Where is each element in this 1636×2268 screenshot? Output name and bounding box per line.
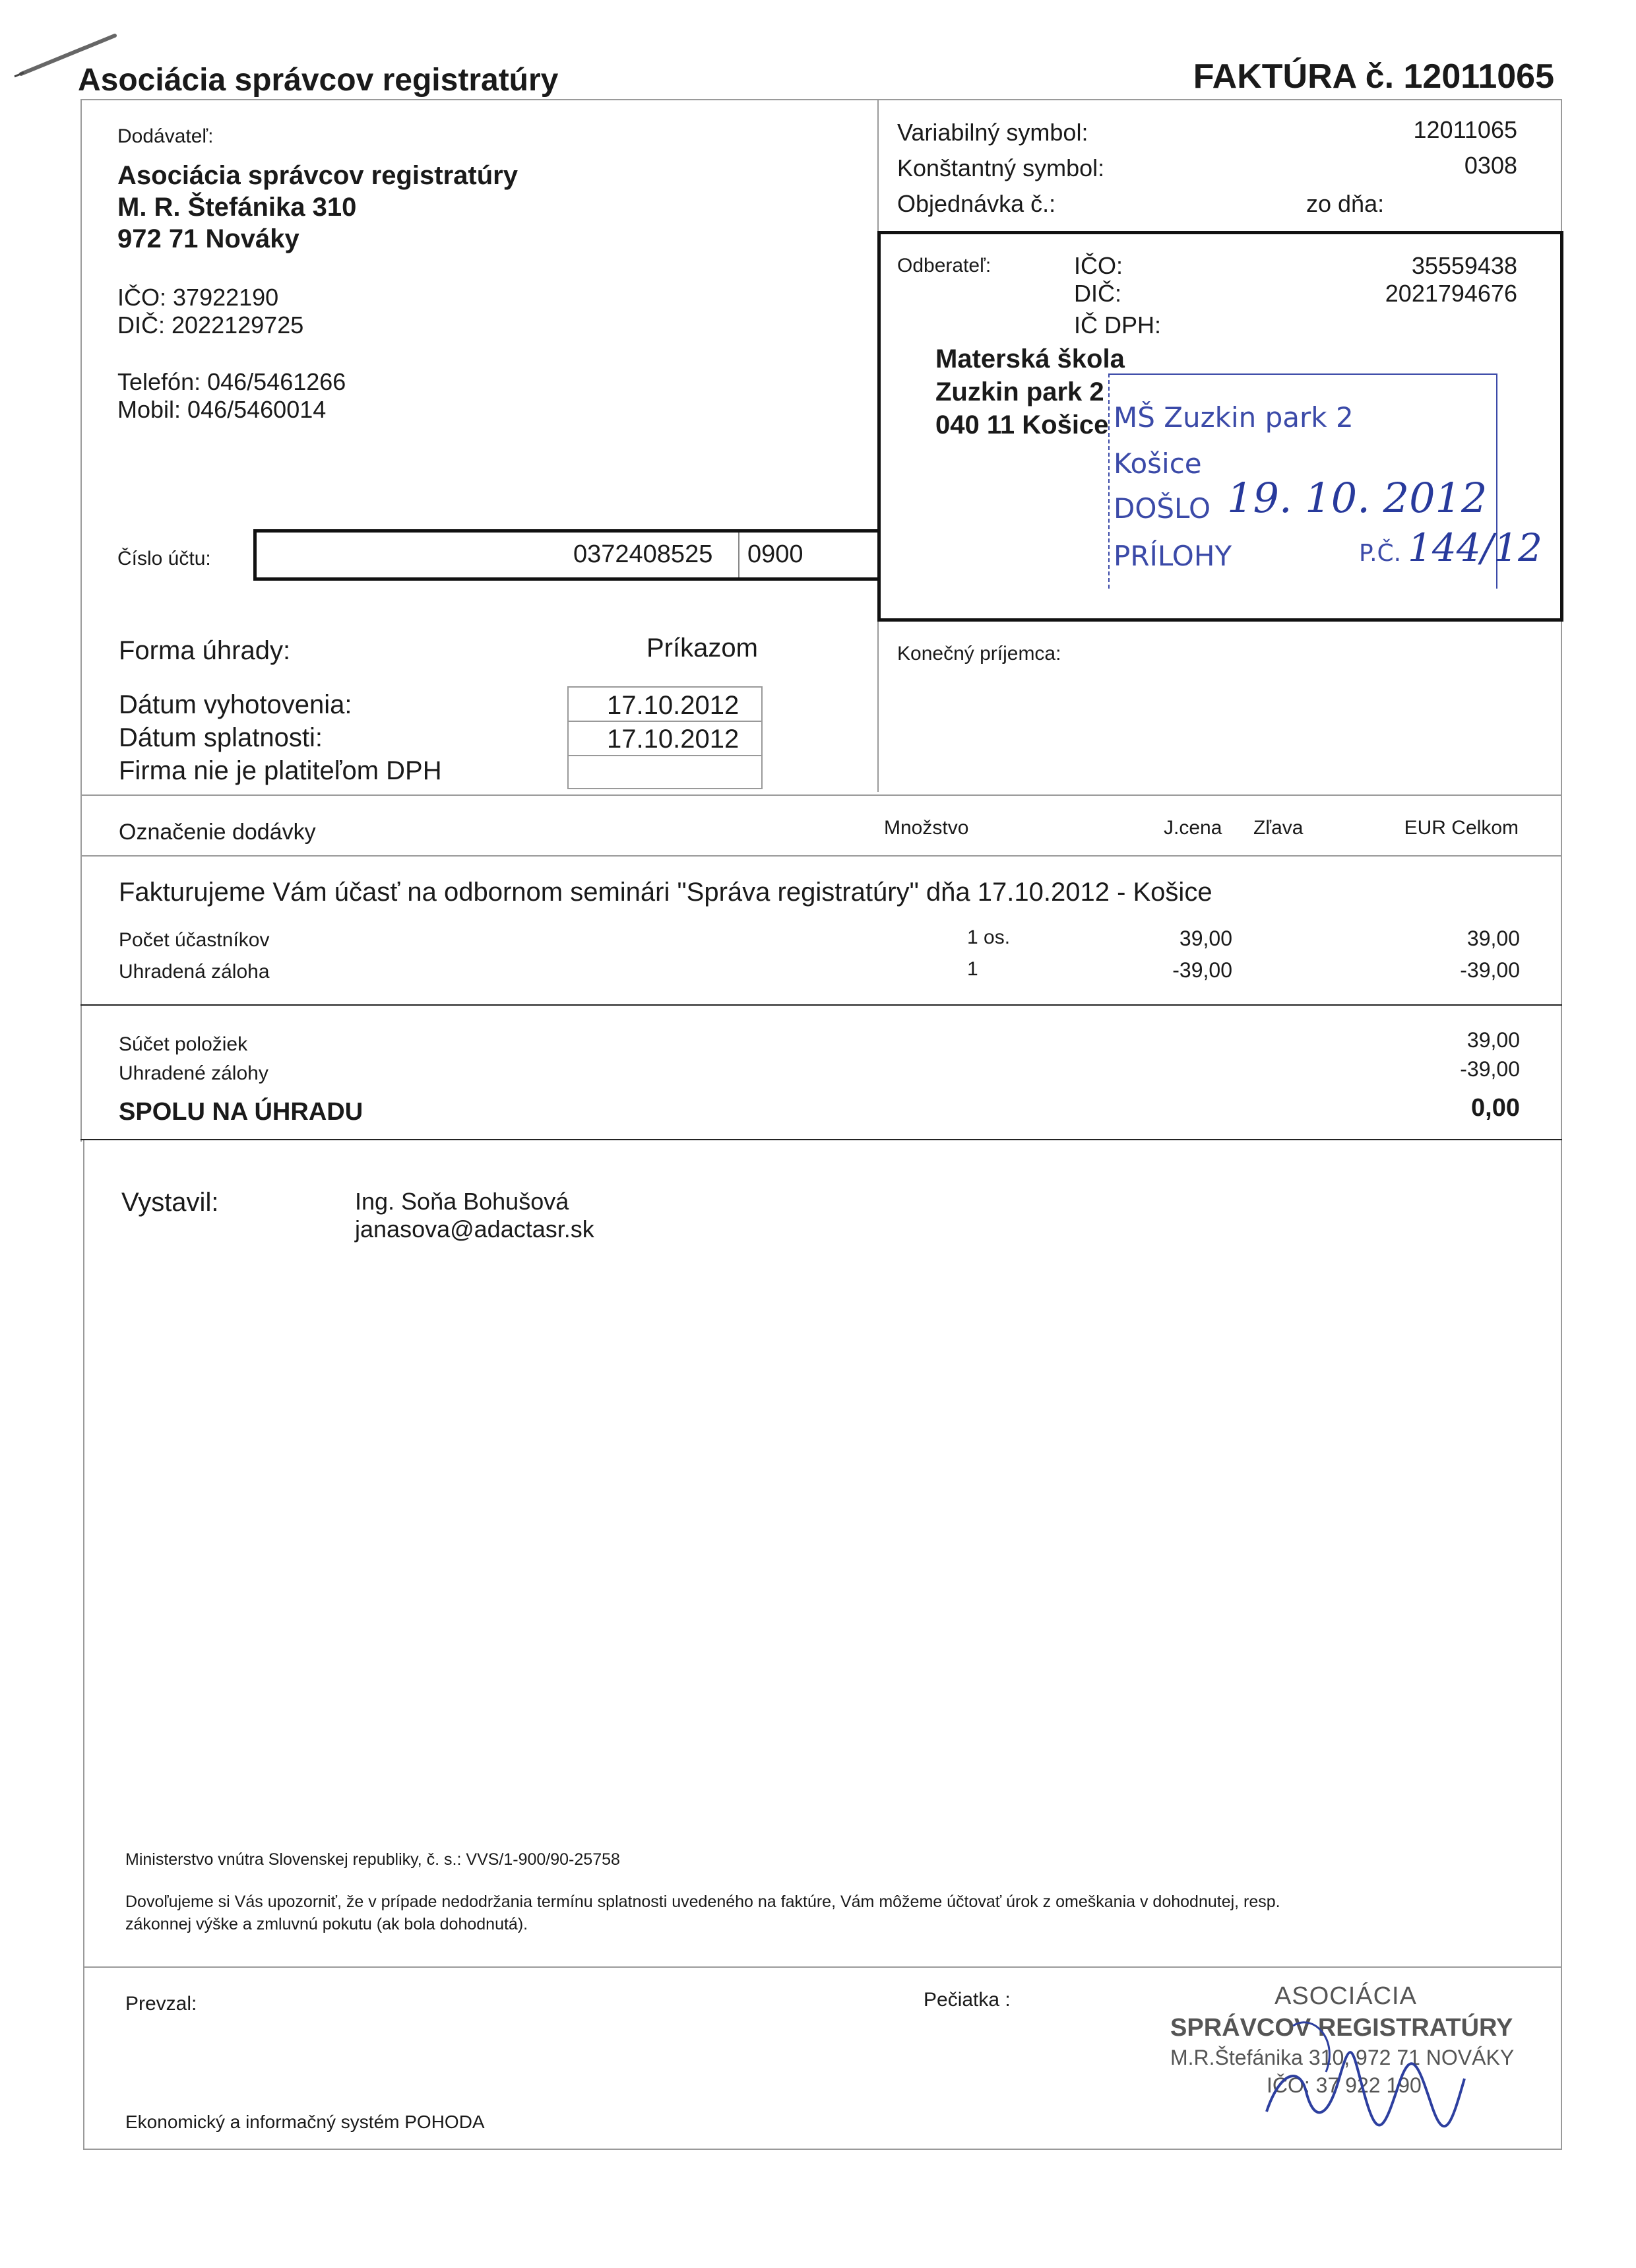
item-name: Počet účastníkov <box>119 929 270 951</box>
account-number: 0372408525 <box>573 540 713 568</box>
stamp-label: Pečiatka : <box>924 1989 1011 2011</box>
received-stamp-label: DOŠLO <box>1114 492 1211 525</box>
customer-label: Odberateľ: <box>897 255 991 276</box>
header-company-name: Asociácia správcov registratúry <box>78 63 559 98</box>
order-label: Objednávka č.: <box>897 190 1056 217</box>
supplier-dic: DIČ: 2022129725 <box>117 311 304 339</box>
issue-date: 17.10.2012 <box>607 691 739 720</box>
customer-icdph-label: IČ DPH: <box>1074 311 1162 339</box>
attachments-label: PRÍLOHY <box>1114 540 1232 572</box>
signature <box>1253 1999 1478 2131</box>
received-stamp-line2: Košice <box>1114 447 1202 480</box>
col-quantity: Množstvo <box>884 817 969 839</box>
item-price: 39,00 <box>1179 926 1232 950</box>
supplier-ico: IČO: 37922190 <box>117 284 279 311</box>
total-label: SPOLU NA ÚHRADU <box>119 1098 363 1126</box>
supplier-mobile: Mobil: 046/5460014 <box>117 396 327 423</box>
issuer-email: janasova@adactasr.sk <box>355 1215 594 1243</box>
vat-note: Firma nie je platiteľom DPH <box>119 756 442 785</box>
items-intro: Fakturujeme Vám účasť na odbornom seminári "Správa registratúry" dňa 17.10.2012 - Košice <box>119 878 1212 907</box>
supplier-label: Dodávateľ: <box>117 125 214 147</box>
deposits-value: -39,00 <box>1460 1057 1520 1081</box>
dates-box <box>567 686 763 789</box>
due-date: 17.10.2012 <box>607 725 739 754</box>
due-date-label: Dátum splatnosti: <box>119 723 323 752</box>
received-date-handwritten: 19. 10. 2012 <box>1227 474 1488 522</box>
final-recipient-label: Konečný príjemca: <box>897 643 1061 664</box>
notice-line2: zákonnej výške a zmluvnú pokutu (ak bola dohodnutá). <box>125 1915 528 1933</box>
item-total: 39,00 <box>1466 926 1520 950</box>
col-unit-price: J.cena <box>1164 817 1222 839</box>
customer-dic: 2021794676 <box>1385 280 1517 307</box>
item-price: -39,00 <box>1172 958 1232 982</box>
col-designation: Označenie dodávky <box>119 820 316 845</box>
supplier-street: M. R. Štefánika 310 <box>117 193 357 222</box>
variable-symbol: 12011065 <box>1413 116 1517 143</box>
customer-ico: 35559438 <box>1411 252 1517 279</box>
total-value: 0,00 <box>1471 1094 1520 1122</box>
supplier-city: 972 71 Nováky <box>117 224 299 253</box>
sum-value: 39,00 <box>1466 1028 1520 1052</box>
constant-symbol: 0308 <box>1464 152 1517 179</box>
company-stamp-line1: ASOCIÁCIA <box>1274 1982 1417 2010</box>
customer-ico-label: IČO: <box>1074 252 1123 279</box>
bank-code: 0900 <box>747 540 803 568</box>
customer-dic-label: DIČ: <box>1074 280 1121 307</box>
col-total: EUR Celkom <box>1404 817 1519 839</box>
variable-symbol-label: Variabilný symbol: <box>897 119 1088 146</box>
customer-street: Zuzkin park 2 <box>935 377 1104 406</box>
item-name: Uhradená záloha <box>119 961 270 983</box>
issuer-name: Ing. Soňa Bohušová <box>355 1188 569 1215</box>
customer-city: 040 11 Košice <box>935 410 1109 439</box>
received-by-label: Prevzal: <box>125 1993 197 2015</box>
col-discount: Zľava <box>1253 817 1304 839</box>
invoice-title: FAKTÚRA č. 12011065 <box>1193 57 1554 96</box>
order-date-label: zo dňa: <box>1306 190 1385 217</box>
registry-number-label: P.Č. <box>1359 540 1402 567</box>
constant-symbol-label: Konštantný symbol: <box>897 154 1105 181</box>
supplier-phone: Telefón: 046/5461266 <box>117 368 346 395</box>
item-qty: 1 <box>967 958 978 980</box>
registry-number-handwritten: 144/12 <box>1408 525 1543 570</box>
company-stamp-line2: SPRÁVCOV REGISTRATÚRY <box>1170 2014 1513 2042</box>
account-box <box>253 529 880 581</box>
received-stamp <box>1108 373 1543 589</box>
customer-name: Materská škola <box>935 344 1125 373</box>
notice-line1: Dovoľujeme si Vás upozorniť, že v prípade nedodržania termínu splatnosti uvedeného na faktúre, Vám môžeme účtovať úrok z omeškania v dohodnutej, resp. <box>125 1893 1280 1911</box>
sum-label: Súčet položiek <box>119 1033 248 1055</box>
item-qty: 1 os. <box>967 926 1011 948</box>
issue-date-label: Dátum vyhotovenia: <box>119 690 352 719</box>
deposits-label: Uhradené zálohy <box>119 1062 268 1084</box>
account-label: Číslo účtu: <box>117 548 211 569</box>
registration-note: Ministerstvo vnútra Slovenskej republiky, č. s.: VVS/1-900/90-25758 <box>125 1850 620 1869</box>
issuer-label: Vystavil: <box>121 1188 219 1217</box>
company-stamp-line4: IČO: 37 922 190 <box>1267 2073 1422 2097</box>
item-total: -39,00 <box>1460 958 1520 982</box>
system-note: Ekonomický a informačný systém POHODA <box>125 2112 485 2132</box>
company-stamp-line3: M.R.Štefánika 310, 972 71 NOVÁKY <box>1170 2046 1515 2069</box>
payment-method: Príkazom <box>646 633 758 663</box>
payment-method-label: Forma úhrady: <box>119 636 291 665</box>
supplier-name: Asociácia správcov registratúry <box>117 161 518 190</box>
received-stamp-line1: MŠ Zuzkin park 2 <box>1114 401 1354 434</box>
